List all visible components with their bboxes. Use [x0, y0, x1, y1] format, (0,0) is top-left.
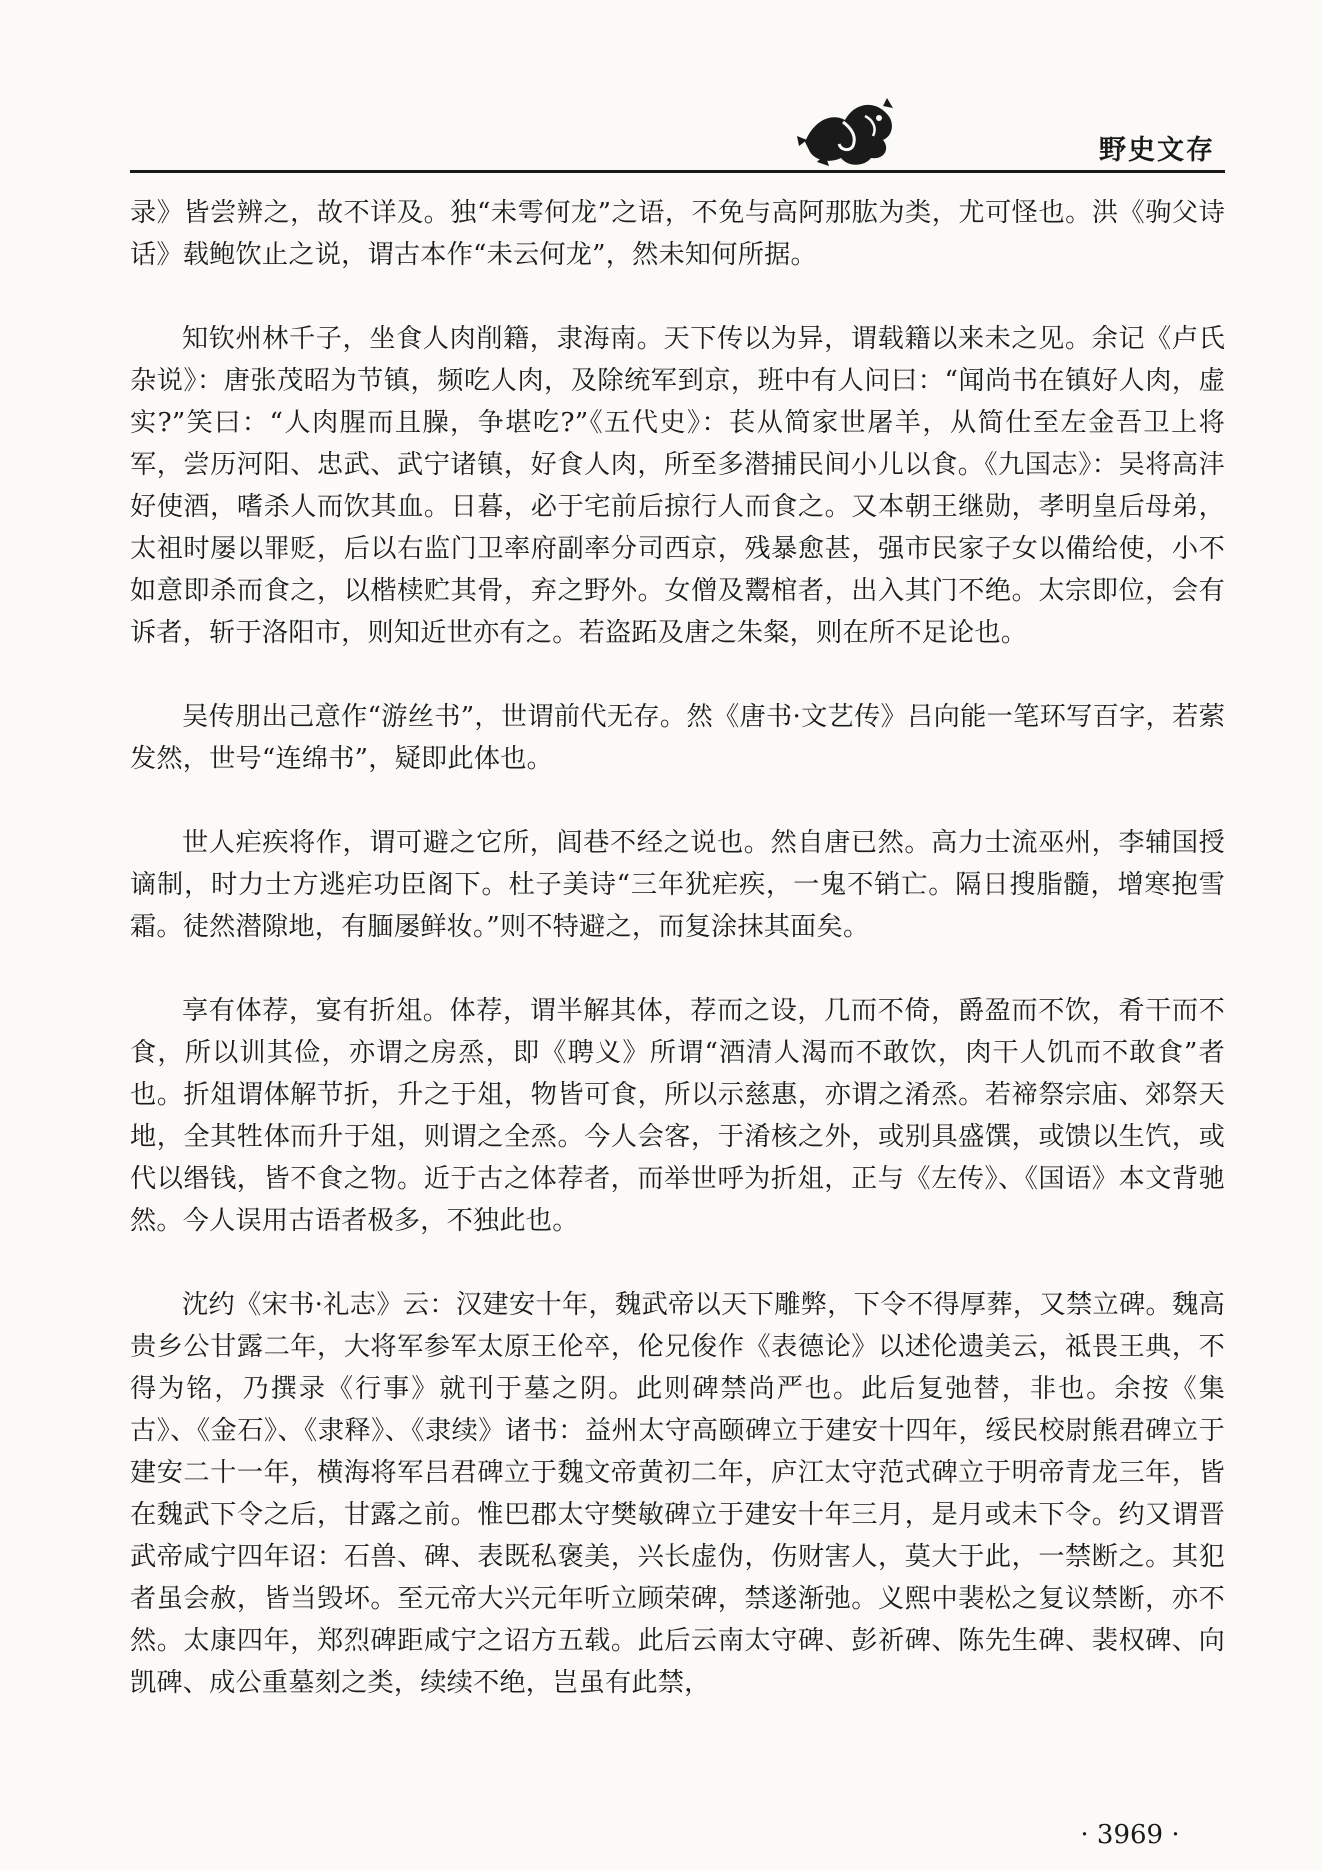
paragraph: 知钦州林千子，坐食人肉削籍，隶海南。天下传以为异，谓载籍以来未之见。余记《卢氏杂说》：唐张茂昭为节镇，频吃人肉，及除统军到京，班中有人问曰：“闻尚书在镇好人肉，虚实?”笑曰：“人肉腥而且臊，争堪吃?”《五代史》：苌从简家世屠羊，从简仕至左金吾卫上将军，尝历河阳、忠武、武宁诸镇，好食人肉，所至多潜捕民间小儿以食。《九国志》：吴将高沣好使酒，嗜杀人而饮其血。日暮，必于宅前后掠行人而食之。又本朝王继勋，孝明皇后母弟，太祖时屡以罪贬，后以右监门卫率府副率分司西京，残暴愈甚，强市民家子女以備给使，小不如意即杀而食之，以楷椟贮其骨，弃之野外。女僧及鬻棺者，出入其门不绝。太宗即位，会有诉者，斩于洛阳市，则知近世亦有之。若盗跖及唐之朱粲，则在所不足论也。: [130, 324, 1225, 648]
page-body: [130, 192, 1225, 1704]
paragraph-continued: 录》皆尝辨之，故不详及。独“未雩何龙”之语，不免与高阿那肱为类，尤可怪也。洪《驹父诗话》载鲍饮止之说，谓古本作“未云何龙”，然未知何所据。: [130, 198, 1225, 270]
dragon-emblem-icon: [795, 92, 905, 172]
paragraph: 吴传朋出己意作“游丝书”，世谓前代无存。然《唐书·文艺传》吕向能一笔环写百字，若萦发然，世号“连绵书”，疑即此体也。: [130, 702, 1225, 774]
paragraph: 享有体荐，宴有折俎。体荐，谓半解其体，荐而之设，几而不倚，爵盈而不饮，肴干而不食，所以训其俭，亦谓之房烝，即《聘义》所谓“酒清人渴而不敢饮，肉干人饥而不敢食”者也。折俎谓体解节折，升之于俎，物皆可食，所以示慈惠，亦谓之淆烝。若禘祭宗庙、郊祭天地，全其牲体而升于俎，则谓之全烝。今人会客，于淆核之外，或别具盛馔，或馈以生饩，或代以缗钱，皆不食之物。近于古之体荐者，而举世呼为折俎，正与《左传》、《国语》本文背驰然。今人误用古语者极多，不独此也。: [130, 996, 1225, 1236]
page-number: · 3969 ·: [1080, 1820, 1180, 1850]
header-rule: [130, 170, 1225, 173]
paragraph: 沈约《宋书·礼志》云：汉建安十年，魏武帝以天下雕弊，下令不得厚葬，又禁立碑。魏高贵乡公甘露二年，大将军参军太原王伦卒，伦兄俊作《表德论》以述伦遗美云，祗畏王典，不得为铭，乃撰录《行事》就刊于墓之阴。此则碑禁尚严也。此后复弛替，非也。余按《集古》、《金石》、《隶释》、《隶续》诸书：益州太守高颐碑立于建安十四年，绥民校尉熊君碑立于建安二十一年，横海将军吕君碑立于魏文帝黄初二年，庐江太守范式碑立于明帝青龙三年，皆在魏武下令之后，甘露之前。惟巴郡太守樊敏碑立于建安十年三月，是月或未下令。约又谓晋武帝咸宁四年诏：石兽、碑、表既私褒美，兴长虚伪，伤财害人，莫大于此，一禁断之。其犯者虽会赦，皆当毁坏。至元帝大兴元年听立顾荣碑，禁遂渐弛。义熙中裴松之复议禁断，亦不然。太康四年，郑烈碑距咸宁之诏方五载。此后云南太守碑、彭祈碑、陈先生碑、裴权碑、向凯碑、成公重墓刻之类，续续不绝，岂虽有此禁，: [130, 1290, 1225, 1698]
series-title: 野史文存: [1099, 135, 1215, 166]
page-header: [130, 92, 1225, 172]
paragraph: 世人疟疾将作，谓可避之它所，闾巷不经之说也。然自唐已然。高力士流巫州，李辅国授谪制，时力士方逃疟功臣阁下。杜子美诗“三年犹疟疾，一鬼不销亡。隔日搜脂髓，增寒抱雪霜。徒然潜隙地，有腼屡鲜妆。”则不特避之，而复涂抹其面矣。: [130, 828, 1225, 942]
